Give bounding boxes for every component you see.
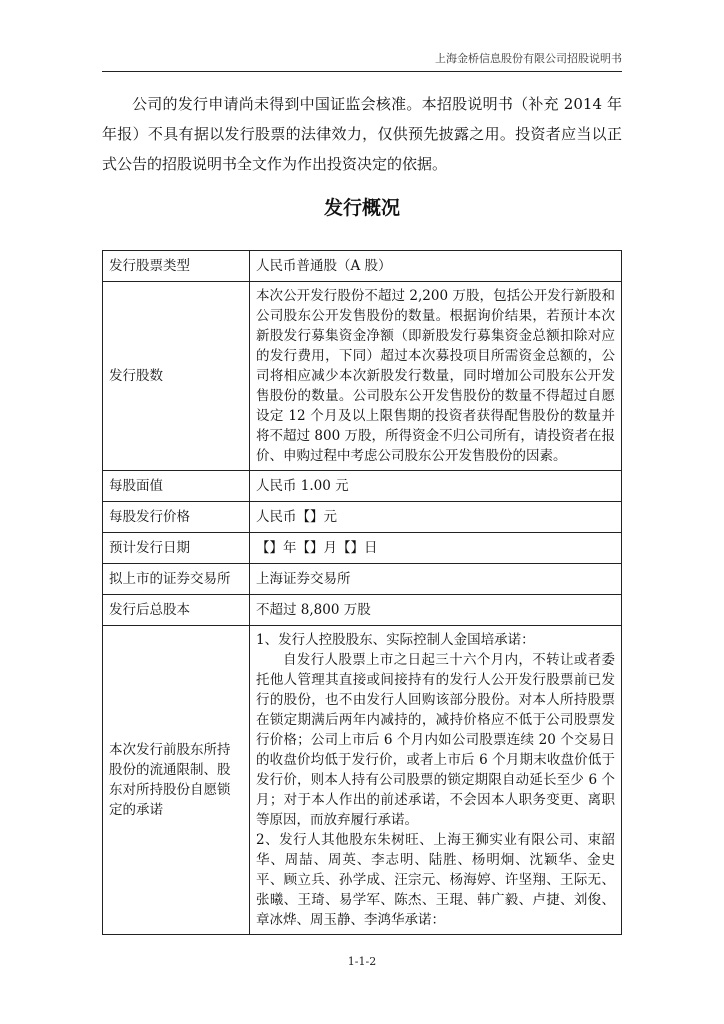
disclaimer-paragraph: 公司的发行申请尚未得到中国证监会核准。本招股说明书（补充 2014 年年报）不具有据以发行股票的法律效力，仅供预先披露之用。投资者应当以正式公告的招股说明书全文作为作出投资决定的依据。 (102, 95, 622, 173)
header-doc-title: 上海金桥信息股份有限公司招股说明书 (435, 52, 622, 65)
table-row-issue-price (103, 502, 622, 533)
row-label: 每股发行价格 (103, 502, 250, 533)
row-label: 拟上市的证券交易所 (103, 564, 250, 595)
row-value: 不超过 8,800 万股 (250, 595, 622, 626)
row-value: 【】年【】月【】日 (250, 533, 622, 564)
row-value (250, 626, 622, 935)
row-value: 上海证券交易所 (250, 564, 622, 595)
row-label: 预计发行日期 (103, 533, 250, 564)
table-row-exchange (103, 564, 622, 595)
row-value: 人民币普通股（A 股） (250, 251, 622, 282)
page-number: 1-1-2 (347, 955, 377, 968)
row-label: 发行后总股本 (103, 595, 250, 626)
table-row-par-value (103, 471, 622, 502)
row-value: 人民币【】元 (250, 502, 622, 533)
lockup-heading-1: 1、发行人控股股东、实际控制人金国培承诺： (256, 632, 535, 648)
table-row-stock-type (103, 251, 622, 282)
row-label: 每股面值 (103, 471, 250, 502)
row-value: 本次公开发行股份不超过 2,200 万股，包括公开发行新股和公司股东公开发售股份的数量。根据询价结果，若预计本次新股发行募集资金净额（即新股发行募集资金总额扣除对应的发行费用，下同）超过本次募投项目所需资金总额的，公司将相应减少本次新股发行数量，同时增加公司股东公开发售股份的数量。公司股东公开发售股份的数量不得超过自愿设定 12 个月及以上限售期的投资者获得配售股份的数量并将不超过 800 万股，所得资金不归公司所有，请投资者在报价、申购过程中考虑公司股东公开发售股份的因素。 (250, 282, 622, 471)
lockup-body-1: 自发行人股票上市之日起三十六个月内，不转让或者委托他人管理其直接或间接持有的发行人公开发行股票前已发行的股份，也不由发行人回购该部分股份。对本人所持股票在锁定期满后两年内减持的，减持价格应不低于公司股票发行价格；公司上市后 6 个月内如公司股票连续 20 个交易日的收盘价均低于发行价，或者上市后 6 个月期末收盘价低于发行价，则本人持有公司股票的锁定期限自动延长至少 6 个月；对于本人作出的前述承诺，不会因本人职务变更、离职等原因，而放弃履行承诺。 (256, 652, 615, 828)
row-label: 发行股票类型 (103, 251, 250, 282)
table-row-lockup (103, 626, 622, 935)
lockup-paragraph-2: 2、发行人其他股东朱树旺、上海王狮实业有限公司、束韶华、周喆、周英、李志明、陆胜、杨明炯、沈颖华、金史平、顾立兵、孙学成、汪宗元、杨海婷、许坚翔、王际无、张曦、王琦、易学军、陈杰、王琨、韩广毅、卢捷、刘俊、章冰烨、周玉静、李鸿华承诺： (256, 832, 615, 928)
table-row-total-shares (103, 595, 622, 626)
page-header (102, 50, 622, 72)
row-label: 发行股数 (103, 282, 250, 471)
row-label: 本次发行前股东所持股份的流通限制、股东对所持股份自愿锁定的承诺 (103, 626, 250, 935)
offering-overview-table (102, 250, 622, 935)
table-row-issue-date (103, 533, 622, 564)
table-row-share-count (103, 282, 622, 471)
section-title: 发行概况 (323, 197, 400, 219)
row-value: 人民币 1.00 元 (250, 471, 622, 502)
